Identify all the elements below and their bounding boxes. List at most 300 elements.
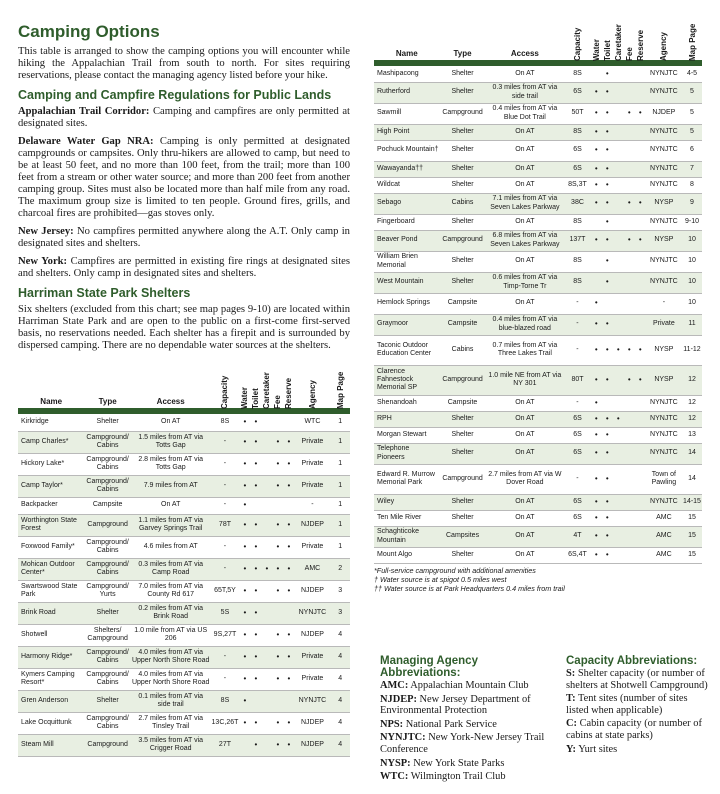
column-header-fee [272,358,283,408]
amenity-cell: • [276,739,280,749]
regulation-paragraph [18,136,350,220]
amenity-cell [635,272,646,293]
site-capacity: 38C [571,199,584,207]
capacity-abbreviation [566,744,712,756]
table-row [18,497,350,514]
regulations-heading: Camping and Campfire Regulations for Public Lands [18,88,332,102]
site-map-page: 11 [688,320,696,328]
site-agency: AMC [656,513,672,521]
amenity-cell: • [605,198,609,208]
amenity-cell [613,140,624,161]
site-agency: NYNJTC [650,414,678,422]
site-agency: NYSP [654,345,674,353]
site-map-page: 5 [690,109,694,117]
table-row [374,293,702,314]
column-header-label: Fee [624,47,634,61]
site-name: Pochuck Mountain† [377,146,439,154]
site-capacity: - [576,345,579,353]
site-type: Shelter [451,550,474,558]
amenity-cell: • [243,480,247,490]
site-name: Mohican Outdoor Center* [21,560,75,576]
amenity-cell: • [638,374,642,384]
left-column [18,22,350,757]
amenity-cell: • [243,436,247,446]
site-capacity: 6S [573,414,582,422]
amenity-cell: • [243,458,247,468]
site-capacity: 78T [218,520,231,528]
site-map-page: 4 [338,740,343,748]
amenity-cell: • [254,585,258,595]
amenity-cell: • [594,413,598,423]
amenity-cell [613,272,624,293]
table-row [374,193,702,214]
site-name: West Mountain [377,278,424,286]
site-type: Campground [442,236,483,244]
site-name: William Brien Memorial [377,253,418,269]
column-header-label: Map Page [687,23,697,61]
site-name: Beaver Pond [377,236,418,244]
amenity-cell: • [287,436,291,446]
site-type: Campsite [447,320,478,328]
table-row [374,230,702,251]
amenity-cell: • [254,673,258,683]
regulation-text: Camping and campfires are only permitted at designated sites. [18,106,350,129]
site-agency: NYNJTC [650,398,678,406]
amenity-cell: • [287,739,291,749]
site-type: Campsites [446,532,480,540]
amenity-cell: • [594,108,598,118]
amenity-cell [283,690,294,712]
amenity-cell: • [638,344,642,354]
site-map-page: 10 [688,236,696,244]
site-agency: NYNJTC [650,180,678,188]
site-access: On AT [515,430,535,438]
site-type: Cabins [451,199,474,207]
site-agency: AMC [656,532,672,540]
table-row [18,558,350,580]
site-capacity: - [223,674,227,682]
table-row [18,475,350,497]
site-agency: NJDEP [300,630,324,638]
column-header-fee [624,10,635,60]
table-row [374,82,702,103]
site-access: On AT [515,257,535,265]
footnote: †† Water source is at Park Headquarters 0.4 miles from trail [374,583,565,593]
site-type: Shelter [451,146,474,154]
amenity-cell [283,497,294,514]
table-row [374,494,702,510]
site-map-page: 2 [338,564,343,572]
site-name: Swartswood State Park [21,582,78,598]
site-capacity: 8S [573,257,582,265]
table-row [18,624,350,646]
table-row [374,272,702,293]
amenity-cell: • [287,541,291,551]
site-name: Camp Taylor* [21,481,63,489]
amenity-cell [624,526,635,547]
site-agency: Private [301,459,324,467]
amenity-cell [591,272,602,293]
amenity-cell [613,161,624,177]
column-header-capacity [211,358,240,408]
site-type: Shelter [451,513,474,521]
amenity-cell: • [594,473,598,483]
amenity-cell [635,214,646,230]
amenity-cell [635,161,646,177]
amenity-cell: • [627,235,631,245]
table-row [18,431,350,453]
site-type: Campground/ Yurts [86,582,129,598]
site-map-page: 1 [338,520,343,528]
site-name: Harmony Ridge* [21,652,73,660]
site-access: 0.3 miles from AT via side trail [492,84,558,100]
site-capacity: 8S,3T [568,180,587,188]
site-capacity: - [223,437,227,445]
site-type: Shelter [451,278,474,286]
site-capacity: - [576,299,579,307]
site-agency: Private [301,652,324,660]
site-access: On AT [515,398,535,406]
site-agency: NYNJTC [298,696,327,704]
amenity-cell: • [254,417,258,427]
amenity-cell: • [594,496,598,506]
table-row [374,177,702,193]
column-header-label: Toilet [602,40,612,61]
site-type: Campground [442,474,483,482]
amenity-cell [613,510,624,526]
amenity-cell [635,395,646,411]
site-access: On AT [515,69,535,77]
regulation-paragraph [18,256,350,280]
site-capacity: - [223,564,227,572]
amenity-cell [261,668,272,690]
site-map-page: 14 [688,474,696,482]
amenity-cell: • [276,585,280,595]
regulation-label: Appalachian Trail Corridor: [18,106,150,117]
capacity-abbreviation-meaning: Tent sites (number of sites listed when applicable) [566,693,688,716]
capacity-abbreviation [566,718,712,741]
site-access: 0.2 miles from AT via Brink Road [138,604,204,620]
site-access: 3.5 miles from AT via Crigger Road [138,736,204,752]
page-title: Camping Options [18,22,160,41]
agency-abbreviations [380,655,560,785]
agency-abbreviation-meaning: Wilmington Trail Club [408,771,506,783]
amenity-cell [624,411,635,427]
site-capacity: 65T,5Y [214,586,236,594]
site-capacity: 6S [573,449,582,457]
site-capacity: 6S [573,146,582,154]
site-map-page: 9 [690,199,694,207]
table-row [18,712,350,734]
site-type: Campground/ Cabins [86,560,129,576]
site-map-page: 1 [338,418,343,426]
amenity-cell: • [276,519,280,529]
site-agency: NYNJTC [650,88,678,96]
amenity-cell: • [594,397,598,407]
site-map-page: 11-12 [683,345,701,353]
amenity-cell [624,510,635,526]
site-agency: NYNJTC [650,127,678,135]
column-header-label: Agency [307,380,317,409]
column-header-map [330,358,350,408]
table-row [18,646,350,668]
capacity-heading: Capacity Abbreviations: [566,655,698,667]
amenity-cell: • [287,458,291,468]
amenity-cell: • [243,695,247,705]
site-name: Wiley [377,497,395,505]
amenity-cell [602,395,613,411]
site-map-page: 10 [688,257,696,265]
column-header-caretaker [261,358,272,408]
amenity-cell: • [605,163,609,173]
amenity-cell [239,734,250,756]
amenity-cell [624,293,635,314]
site-access: On AT [515,217,535,225]
site-capacity: 6S [573,430,582,438]
amenity-cell [635,314,646,335]
amenity-cell: • [605,145,609,155]
site-access: On AT [515,299,535,307]
site-name: Sawmill [377,109,402,117]
site-name: Hickory Lake* [21,459,65,467]
site-agency: NJDEP [300,718,324,726]
column-header-label: Agency [659,32,669,61]
amenity-cell: • [276,673,280,683]
site-type: Campground/ Cabins [86,455,129,471]
amenity-cell: • [254,480,258,490]
site-agency: NYNJTC [650,430,678,438]
amenity-cell: • [594,319,598,329]
site-agency: NYNJTC [650,146,678,154]
amenity-cell [613,66,624,82]
amenity-cell [261,580,272,602]
site-agency: NYNJTC [650,69,678,77]
site-agency: NYSP [654,199,674,207]
agency-heading: Managing Agency Abbreviations: [380,655,478,679]
amenity-cell: • [605,549,609,559]
capacity-abbreviation-code: T: [566,693,576,705]
site-type: Shelter [451,164,474,172]
regulation-label: New Jersey: [18,226,74,237]
amenity-cell: • [254,541,258,551]
column-header-name: Name [40,397,63,406]
agency-abbreviation-meaning: New York-New Jersey Trail Conference [380,732,545,755]
site-agency: Private [301,481,324,489]
camping-table-right [374,10,702,564]
amenity-cell: • [287,629,291,639]
site-agency: Town of Pawling [651,470,677,486]
column-header-reserve [635,10,646,60]
amenity-cell [613,251,624,272]
footnote: † Water source is at spigot 0.5 miles west [374,574,507,584]
site-name: Brink Road [21,608,56,616]
amenity-cell: • [243,417,247,427]
site-type: Shelter [451,257,474,265]
site-agency: NJDEP [300,520,324,528]
amenity-cell [624,427,635,443]
table-row [374,365,702,395]
column-header-label: Fee [273,395,283,409]
site-agency: Private [301,542,324,550]
amenity-cell: • [605,413,609,423]
site-access: 1.0 mile from AT via US 206 [134,626,208,642]
amenity-cell [261,712,272,734]
site-type: Campground [87,520,128,528]
amenity-cell [283,602,294,624]
site-agency: NYSP [654,375,674,383]
site-name: Wildcat [377,180,400,188]
amenity-cell: • [638,108,642,118]
site-name: High Point [377,127,410,135]
amenity-cell [613,464,624,494]
site-name: Mashipacong [377,69,419,77]
table-row [18,453,350,475]
amenity-cell: • [627,344,631,354]
amenity-cell [624,177,635,193]
site-map-page: 7 [690,164,694,172]
amenity-cell: • [254,629,258,639]
amenity-cell [635,124,646,140]
site-access: 0.3 miles from AT via Camp Road [138,560,204,576]
site-capacity: 50T [571,109,584,117]
site-access: 7.9 miles from AT [143,481,198,489]
amenity-cell [624,494,635,510]
site-name: Rutherford [377,88,411,96]
site-agency: WTC [304,418,321,426]
column-header-label: Caretaker [262,372,272,409]
site-capacity: - [576,474,579,482]
amenity-cell [283,414,294,431]
site-map-page: 10 [688,299,696,307]
regulation-text: Camping is only permitted at designated campgrounds or campsites. Only thru-hikers are allowed to camp, but need to be at least 50 feet, and no more than 100 feet, from the trail; more than 100 feet from a stream or other water source; and more than 200 feet from another camping group. Sites must also be located more than half mile from any road. The maximum group size is limited to ten people. Ground fires, grills, and charcoal fires are prohibited—gas stoves only. [18,136,350,219]
amenity-cell [635,547,646,563]
site-capacity: - [223,501,227,509]
site-type: Campground/ Cabins [86,433,129,449]
site-map-page: 14 [688,449,696,457]
site-type: Campground/ Cabins [86,538,129,554]
site-access: 1.0 mile NE from AT via NY 301 [488,371,562,387]
site-capacity: 8S [573,127,582,135]
amenity-cell: • [254,717,258,727]
site-access: 0.6 miles from AT via Timp-Torne Tr [492,274,558,290]
site-type: Shelter [451,430,474,438]
amenity-cell: • [276,629,280,639]
site-agency: Private [652,320,675,328]
site-access: On AT [515,449,535,457]
amenity-cell [613,365,624,395]
amenity-cell: • [594,179,598,189]
intro-text: This table is arranged to show the camping options you will encounter while hiking the Appalachian Trail from south to north. For sites requiring reservations, please contact the managing agency listed before your hike. [18,46,350,81]
amenity-cell [624,547,635,563]
amenity-cell [613,214,624,230]
site-name: Worthington State Forest [21,516,77,532]
site-type: Shelter [96,696,119,704]
site-name: Kirkridge [21,418,49,426]
site-type: Shelter [451,217,474,225]
site-name: Telephone Pioneers [377,445,410,461]
amenity-cell [635,510,646,526]
site-access: On AT [515,550,535,558]
site-type: Shelters/ Campground [87,626,128,642]
amenity-cell [624,140,635,161]
column-header-label: Map Page [335,371,345,409]
right-column [374,10,702,593]
amenity-cell: • [605,374,609,384]
site-map-page: 6 [690,146,694,154]
table-row [18,602,350,624]
amenity-cell: • [287,563,291,573]
site-access: 2.7 miles from AT via Tinsley Trail [138,714,204,730]
amenity-cell [635,177,646,193]
table-row [18,668,350,690]
site-name: Fingerboard [377,217,415,225]
site-access: 4.0 miles from AT via Upper North Shore Road [131,670,210,686]
site-map-page: 10 [688,278,696,286]
table-row [374,510,702,526]
amenity-cell [624,214,635,230]
site-name: Shenandoah [377,398,417,406]
table-row [18,414,350,431]
agency-abbreviation-meaning: New Jersey Department of Environmental Protection [380,693,531,717]
amenity-cell [602,293,613,314]
site-type: Shelter [451,414,474,422]
site-type: Shelter [451,127,474,135]
amenity-cell [613,82,624,103]
table-row [18,514,350,536]
site-agency: NYSP [654,236,674,244]
site-map-page: 15 [688,513,696,521]
amenity-cell [613,494,624,510]
amenity-cell [613,443,624,464]
site-access: 7.0 miles from AT via County Rd 617 [138,582,204,598]
table-row [374,66,702,82]
amenity-cell: • [605,531,609,541]
amenity-cell [613,230,624,251]
amenity-cell [591,66,602,82]
site-agency: NJDEP [300,586,324,594]
site-name: Schaghticoke Mountain [377,528,420,544]
amenity-cell: • [594,448,598,458]
site-agency: - [311,501,314,509]
amenity-cell [613,427,624,443]
amenity-cell [591,251,602,272]
amenity-cell [613,177,624,193]
site-access: On AT [515,146,535,154]
amenity-cell [635,66,646,82]
agency-abbreviation [380,771,560,783]
amenity-cell: • [605,87,609,97]
site-access: 0.4 miles from AT via blue-blazed road [492,316,558,332]
site-type: Shelter [96,608,119,616]
site-map-page: 12 [688,398,696,406]
table-row [374,411,702,427]
site-capacity: - [576,398,579,406]
site-map-page: 14-15 [683,497,701,505]
column-header-label: Capacity [220,375,230,409]
amenity-cell: • [605,344,609,354]
amenity-cell: • [594,198,598,208]
amenity-cell [624,66,635,82]
column-header-water [239,358,250,408]
site-agency: NYNJTC [650,257,678,265]
column-header-label: Toilet [251,388,261,409]
amenity-cell: • [265,563,269,573]
site-capacity: 137T [569,236,586,244]
regulation-text: No campfires permitted anywhere along the A.T. Only camp in designated sites and shelters. [18,226,350,249]
amenity-cell: • [594,429,598,439]
amenity-cell: • [243,519,247,529]
amenity-cell [635,293,646,314]
